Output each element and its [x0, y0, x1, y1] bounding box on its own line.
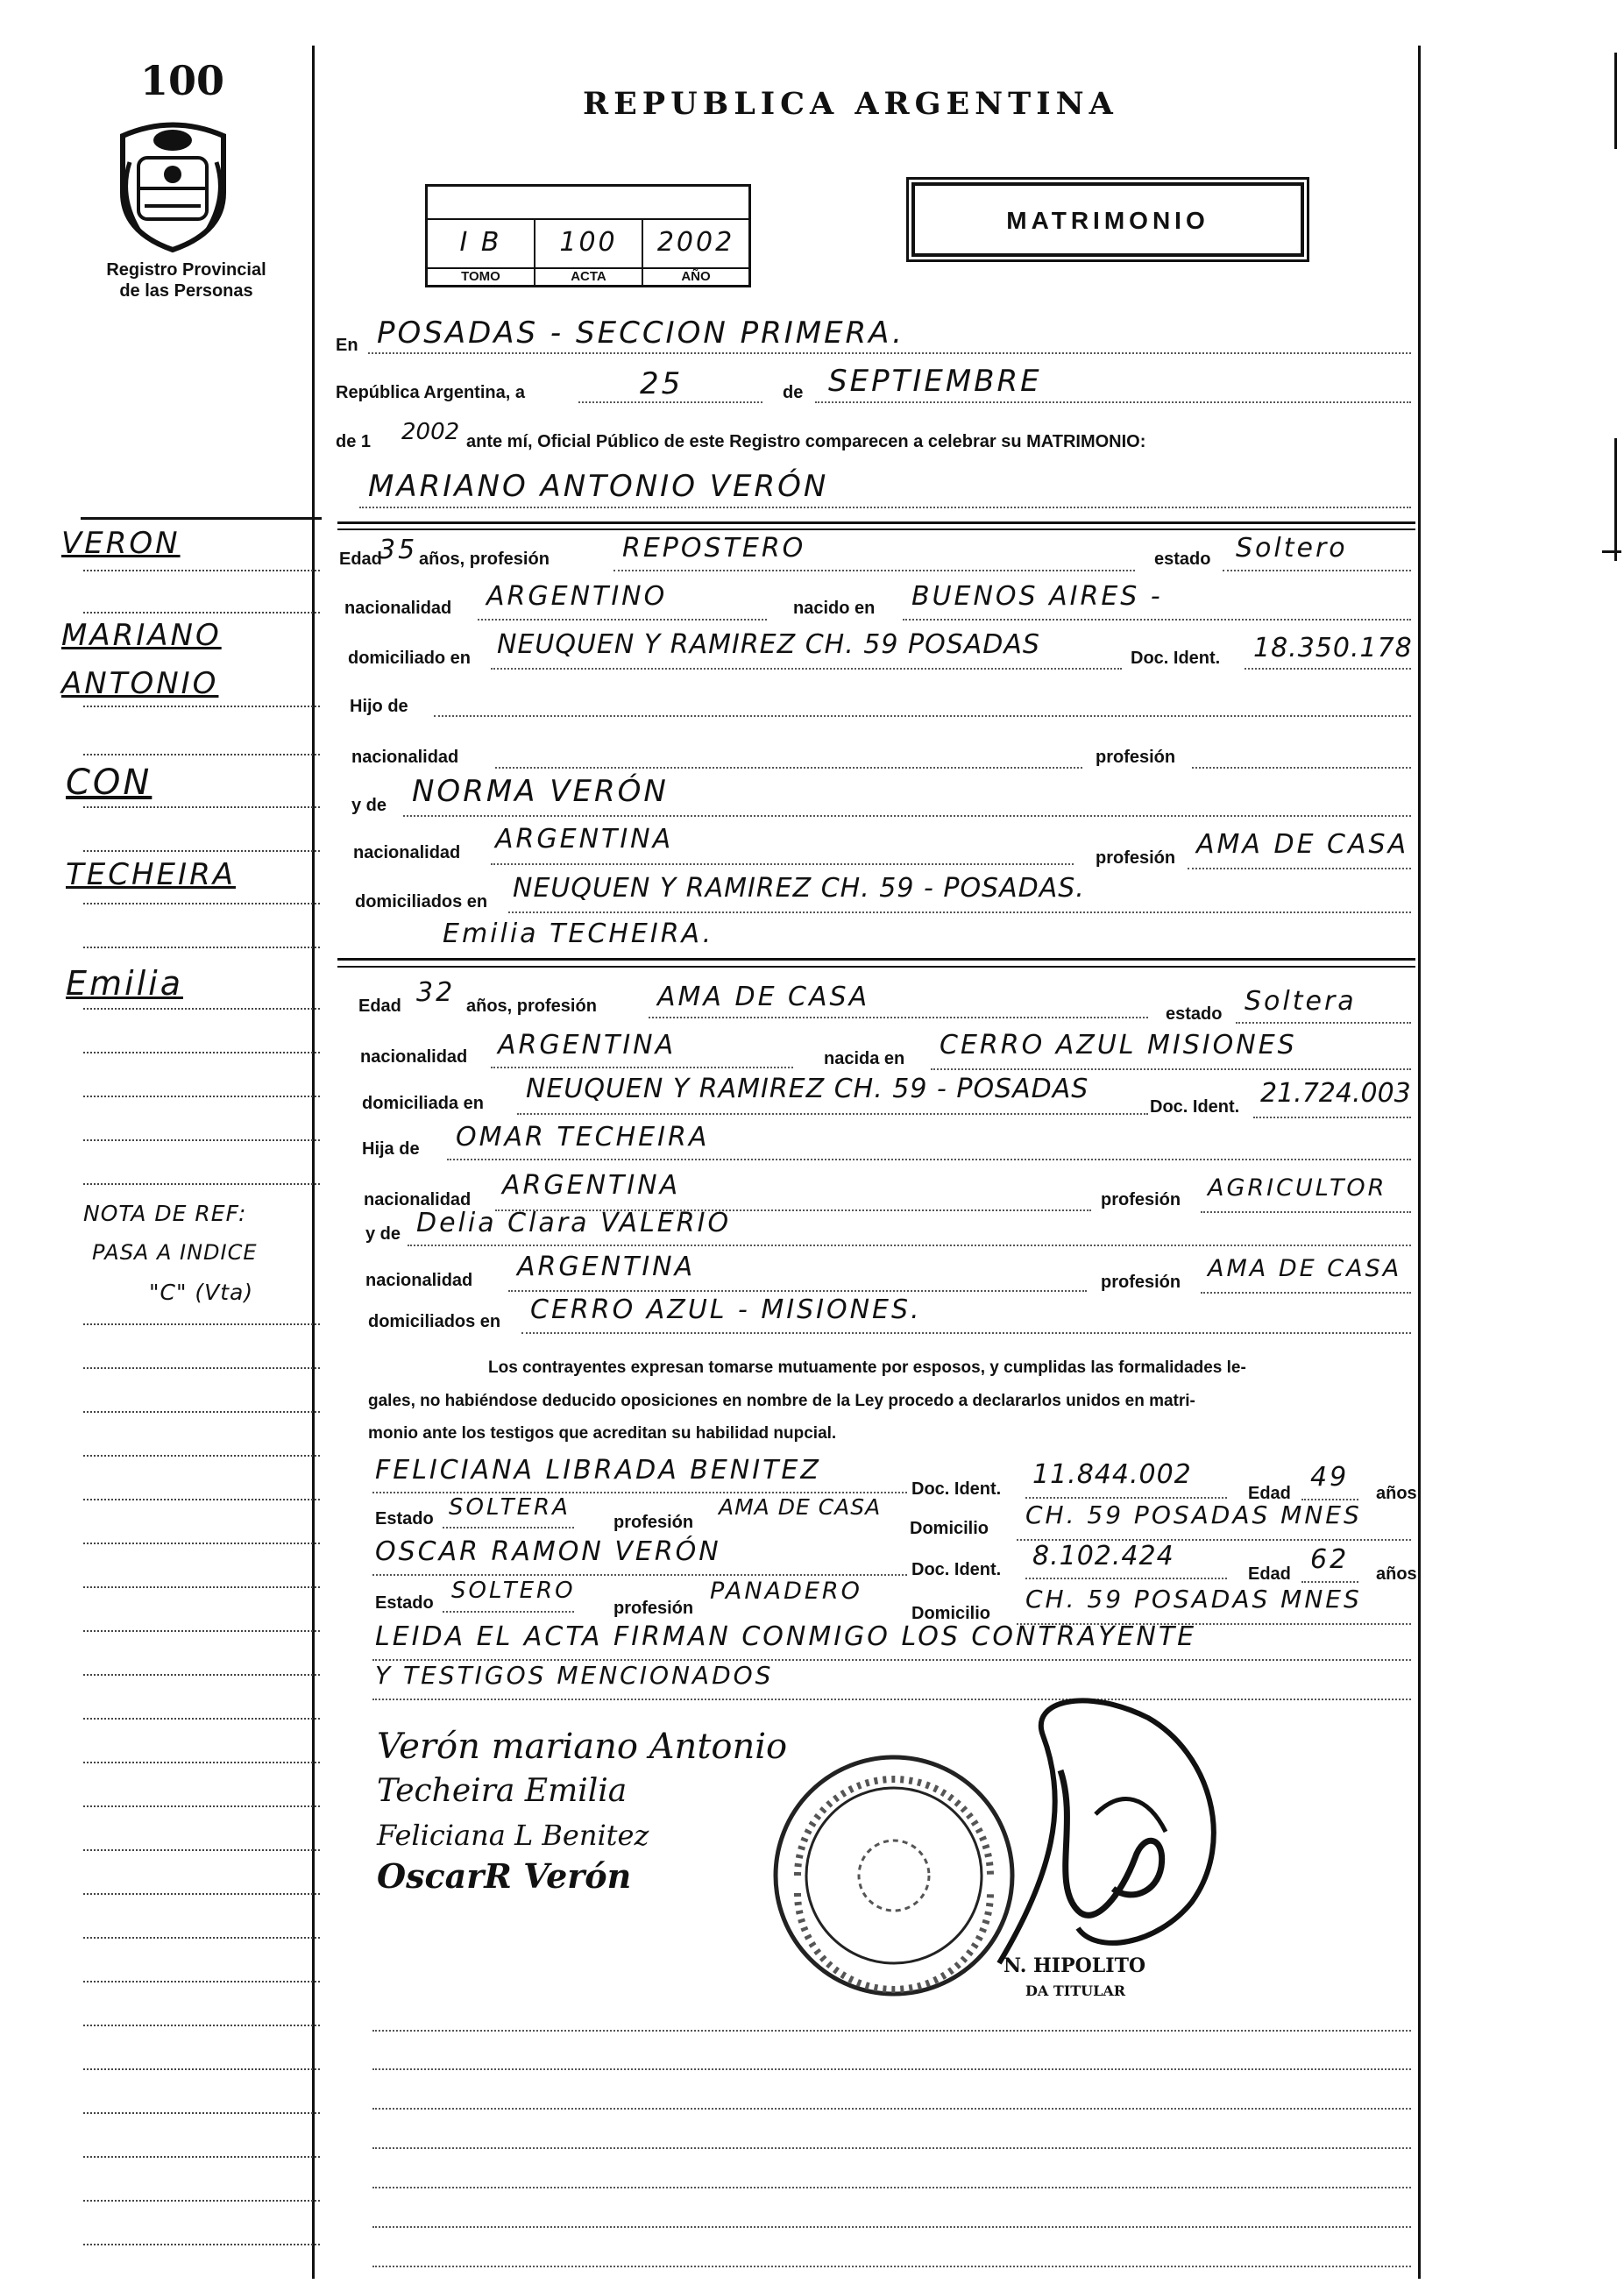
groom-mother-prof: AMA DE CASA — [1196, 829, 1409, 860]
margin-line — [83, 806, 320, 808]
scan-edge-mark — [1614, 438, 1617, 561]
groom-doc: 18.350.178 — [1253, 633, 1413, 663]
witness2-edad-line — [1301, 1581, 1358, 1583]
bride-mother: Delia Clara VALERIO — [416, 1208, 732, 1238]
bride-nacida-line — [931, 1068, 1411, 1070]
margin-con: CON — [66, 762, 152, 803]
witness2-anos-label: años — [1376, 1564, 1417, 1584]
section-rule-bride-top — [337, 958, 1415, 961]
tomo-label: TOMO — [428, 267, 534, 284]
witness2-estado-line — [443, 1611, 574, 1613]
bride-anos-profesion-label: años, profesión — [466, 997, 597, 1016]
groom-profesion-line — [613, 570, 1135, 571]
bride-parents-dom-label: domiciliados en — [368, 1312, 501, 1331]
blank-line — [372, 2187, 1411, 2188]
blank-line — [372, 2030, 1411, 2032]
witness2-edad: 62 — [1310, 1544, 1350, 1575]
margin-line — [83, 850, 320, 852]
place-line — [368, 352, 1411, 354]
margin-line — [83, 754, 320, 755]
witness2-estado-label: Estado — [375, 1593, 434, 1613]
declaration-line-2: gales, no habiéndose deducido oposiciones en nombre de la Ley procedo a declararlos unidos en matri- — [368, 1392, 1195, 1410]
bride-father-nac-label: nacionalidad — [364, 1190, 472, 1209]
month-line — [815, 401, 1411, 403]
margin-name-1b: ANTONIO — [61, 666, 219, 701]
bride-father-line — [447, 1159, 1411, 1160]
signature-groom: Verón mariano Antonio — [377, 1727, 788, 1767]
bride-father-prof-label: profesión — [1101, 1190, 1181, 1209]
closing-line-2: Y TESTIGOS MENCIONADOS — [375, 1661, 774, 1690]
groom-nacido-line — [903, 619, 1411, 621]
witness1-name-line — [372, 1492, 907, 1493]
bride-domicilio-line — [517, 1113, 1148, 1115]
margin-line — [83, 612, 320, 614]
act-year: 2002 — [401, 419, 460, 445]
groom-hijo-label: Hijo de — [350, 697, 408, 716]
groom-mother-nac-line — [491, 863, 1074, 865]
margin-line — [83, 2200, 320, 2202]
margin-line — [83, 1367, 320, 1369]
margin-note-3: "C" (Vta) — [149, 1280, 254, 1305]
witness2-doc-label: Doc. Ident. — [911, 1560, 1002, 1579]
groom-mother-nac-label: nacionalidad — [353, 843, 461, 862]
right-margin-rule — [1418, 46, 1421, 2279]
margin-line — [83, 1139, 320, 1141]
act-day: 25 — [640, 366, 684, 401]
side-rule-top — [81, 517, 322, 520]
bride-mother-prof-label: profesión — [1101, 1273, 1181, 1292]
margin-surname-1: VERON — [61, 526, 181, 561]
ante-text: ante mí, Oficial Público de este Registro comparecen a celebrar su MATRIMONIO: — [466, 432, 1146, 451]
bride-edad: 32 — [416, 977, 456, 1008]
witness2-estado: SOLTERO — [451, 1578, 576, 1604]
bride-mother-prof: AMA DE CASA — [1208, 1255, 1402, 1282]
witness2-profesion-label: profesión — [613, 1599, 694, 1618]
closing-line-2-rule — [372, 1699, 1411, 1700]
acta-label: ACTA — [535, 267, 642, 284]
signature-witness-2: OscarR Verón — [377, 1856, 632, 1896]
acta-cell — [535, 218, 643, 287]
office-line-2: de las Personas — [119, 281, 253, 301]
margin-line — [83, 570, 320, 571]
margin-surname-2: TECHEIRA — [66, 857, 236, 892]
margin-name-1a: MARIANO — [61, 618, 222, 653]
margin-line — [83, 1937, 320, 1939]
blank-line — [372, 2108, 1411, 2110]
groom-name: MARIANO ANTONIO VERÓN — [368, 469, 829, 504]
witness1-edad-label: Edad — [1248, 1484, 1291, 1503]
groom-edad-label: Edad — [339, 550, 382, 569]
margin-line — [83, 1630, 320, 1632]
margin-line — [83, 1981, 320, 1982]
page-number: 100 — [140, 57, 225, 104]
bride-father-prof: AGRICULTOR — [1208, 1174, 1387, 1202]
witness1-name: FELICIANA LIBRADA BENITEZ — [375, 1455, 821, 1486]
margin-note-1: NOTA DE REF: — [83, 1201, 247, 1226]
margin-line — [83, 1052, 320, 1053]
ano-label: AÑO — [643, 267, 748, 284]
groom-mother-line — [403, 815, 1411, 817]
witness1-estado-label: Estado — [375, 1509, 434, 1529]
bride-doc: 21.724.003 — [1260, 1078, 1411, 1109]
blank-line — [372, 2266, 1411, 2267]
witness2-doc-line — [1025, 1578, 1227, 1579]
ano-value: 2002 — [656, 227, 735, 258]
coat-of-arms-emblem — [114, 110, 232, 254]
seal-stamp-subtext: DA TITULAR — [1025, 1982, 1126, 1999]
groom-parents-dom: NEUQUEN Y RAMIREZ CH. 59 - POSADAS. — [513, 873, 1085, 904]
bride-nac-line — [491, 1067, 793, 1068]
margin-line — [83, 1008, 320, 1010]
groom-father-nac-label: nacionalidad — [351, 748, 459, 767]
groom-mother-prof-line — [1188, 868, 1411, 869]
bride-nacida-label: nacida en — [824, 1049, 905, 1068]
groom-name-line — [359, 507, 1411, 508]
tomo-value: I B — [459, 227, 502, 258]
office-line-1: Registro Provincial — [106, 260, 266, 280]
scan-edge-mark — [1614, 53, 1617, 149]
witness1-anos-label: años — [1376, 1484, 1417, 1503]
witness2-domicilio: CH. 59 POSADAS MNES — [1025, 1585, 1362, 1614]
witness2-edad-label: Edad — [1248, 1564, 1291, 1584]
bride-father-nac: ARGENTINA — [502, 1170, 681, 1201]
margin-line — [83, 1762, 320, 1763]
bride-estado: Soltera — [1245, 986, 1357, 1017]
bride-profesion: AMA DE CASA — [657, 982, 870, 1012]
declaration-line-3: monio ante los testigos que acreditan su habilidad nupcial. — [368, 1424, 837, 1443]
bride-edad-label: Edad — [358, 997, 401, 1016]
margin-line — [83, 2068, 320, 2070]
groom-domicilio: NEUQUEN Y RAMIREZ CH. 59 POSADAS — [497, 629, 1040, 660]
groom-parents-dom-line — [508, 911, 1411, 913]
blank-line — [372, 2226, 1411, 2228]
act-type-box — [911, 182, 1304, 257]
bride-father: OMAR TECHEIRA — [456, 1122, 710, 1153]
bride-yde-label: y de — [365, 1224, 401, 1244]
groom-nacido-label: nacido en — [793, 599, 876, 618]
margin-line — [83, 2156, 320, 2158]
section-rule-groom-top-2 — [337, 528, 1415, 530]
groom-parents-dom-label: domiciliados en — [355, 892, 488, 911]
margin-line — [83, 1805, 320, 1807]
margin-line — [83, 1455, 320, 1457]
bride-domiciliada-label: domiciliada en — [362, 1094, 484, 1113]
bride-domicilio: NEUQUEN Y RAMIREZ CH. 59 - POSADAS — [526, 1074, 1089, 1104]
witness1-estado-line — [443, 1527, 574, 1529]
bride-mother-nac: ARGENTINA — [517, 1252, 696, 1282]
ano-cell — [643, 218, 748, 287]
witness1-estado: SOLTERA — [449, 1494, 571, 1521]
bride-parents-dom: CERRO AZUL - MISIONES. — [530, 1294, 922, 1325]
groom-nac-line — [478, 619, 767, 621]
groom-domiciliado-label: domiciliado en — [348, 649, 472, 668]
bride-nacida-en: CERRO AZUL MISIONES — [940, 1030, 1297, 1060]
blank-line — [372, 2147, 1411, 2149]
margin-line — [83, 1718, 320, 1720]
year-prefix: de 1 — [336, 432, 372, 451]
witness1-domicilio: CH. 59 POSADAS MNES — [1025, 1500, 1362, 1529]
bride-name-header: Emilia TECHEIRA. — [443, 919, 714, 949]
bride-mother-nac-line — [508, 1290, 1087, 1292]
page-title: REPUBLICA ARGENTINA — [583, 86, 1118, 122]
witness2-domicilio-label: Domicilio — [911, 1604, 991, 1623]
margin-line — [83, 903, 320, 904]
bride-estado-line — [1236, 1022, 1411, 1024]
groom-nacido-en: BUENOS AIRES - — [911, 581, 1163, 612]
witness1-doc-label: Doc. Ident. — [911, 1479, 1002, 1499]
margin-line — [83, 1586, 320, 1588]
groom-father-prof-line — [1192, 767, 1411, 769]
bride-parents-dom-line — [521, 1332, 1411, 1334]
signature-witness-1: Feliciana L Benitez — [377, 1819, 649, 1852]
margin-line — [83, 1674, 320, 1676]
margin-line — [83, 1323, 320, 1325]
groom-edad: 35 — [379, 535, 418, 565]
groom-mother-prof-label: profesión — [1096, 848, 1176, 868]
day-line — [578, 401, 762, 403]
groom-mother-nac: ARGENTINA — [495, 824, 674, 855]
witness1-profesion-label: profesión — [613, 1513, 694, 1532]
bride-mother-prof-line — [1201, 1292, 1411, 1294]
bride-mother-nac-label: nacionalidad — [365, 1271, 473, 1290]
margin-line — [83, 706, 320, 707]
witness1-domicilio-label: Domicilio — [910, 1519, 989, 1538]
registry-reference-box — [425, 184, 751, 287]
closing-line-1: LEIDA EL ACTA FIRMAN CONMIGO LOS CONTRAYENTE — [375, 1621, 1197, 1652]
margin-line — [83, 1096, 320, 1097]
groom-doc-line — [1245, 668, 1411, 670]
witness1-doc-line — [1025, 1497, 1227, 1499]
bride-hija-label: Hija de — [362, 1139, 420, 1159]
bride-nacionalidad: ARGENTINA — [498, 1030, 677, 1060]
groom-nacionalidad-label: nacionalidad — [344, 599, 452, 618]
margin-line — [83, 2244, 320, 2245]
groom-father-nac-line — [495, 767, 1082, 769]
witness2-profesion: PANADERO — [710, 1578, 862, 1605]
margin-line — [83, 1411, 320, 1413]
bride-doc-label: Doc. Ident. — [1150, 1097, 1240, 1117]
acta-value: 100 — [559, 227, 618, 258]
en-label: En — [336, 336, 358, 355]
section-rule-groom-top — [337, 521, 1415, 524]
declaration-line-1: Los contrayentes expresan tomarse mutuamente por esposos, y cumplidas las formalidades le- — [488, 1358, 1246, 1377]
seal-stamp-text: N. HIPOLITO — [1003, 1954, 1146, 1977]
act-place: POSADAS - SECCION PRIMERA. — [377, 316, 904, 351]
bride-doc-line — [1253, 1117, 1411, 1118]
margin-note-2: PASA A INDICE — [92, 1240, 258, 1265]
groom-profesion: REPOSTERO — [622, 533, 806, 564]
margin-line — [83, 947, 320, 948]
signature-bride: Techeira Emilia — [377, 1773, 628, 1809]
section-rule-bride-top-2 — [337, 966, 1415, 968]
groom-estado-label: estado — [1154, 550, 1211, 569]
margin-line — [83, 1183, 320, 1185]
witness2-doc: 8.102.424 — [1032, 1541, 1174, 1571]
witness1-doc: 11.844.002 — [1032, 1459, 1192, 1490]
groom-nacionalidad: ARGENTINO — [486, 581, 668, 612]
margin-line — [83, 1893, 320, 1895]
bride-mother-line — [408, 1245, 1411, 1246]
republica-label: República Argentina, a — [336, 383, 525, 402]
groom-mother: NORMA VERÓN — [412, 774, 669, 809]
groom-father-line — [434, 715, 1411, 717]
margin-line — [83, 1543, 320, 1544]
witness2-name: OSCAR RAMON VERÓN — [375, 1536, 721, 1567]
margin-line — [83, 2025, 320, 2026]
tomo-cell — [428, 218, 535, 287]
groom-yde-label: y de — [351, 796, 387, 815]
groom-doc-label: Doc. Ident. — [1131, 649, 1221, 668]
scan-edge-tick — [1602, 550, 1621, 553]
groom-domicilio-line — [491, 668, 1122, 670]
bride-profesion-line — [649, 1017, 1148, 1018]
groom-anos-profesion-label: años, profesión — [419, 550, 550, 569]
official-signature — [947, 1683, 1236, 1972]
bride-nacionalidad-label: nacionalidad — [360, 1047, 468, 1067]
left-margin-rule — [312, 46, 315, 2279]
groom-estado-line — [1223, 570, 1411, 571]
bride-father-prof-line — [1201, 1211, 1411, 1213]
office-name — [79, 259, 294, 301]
margin-line — [83, 2112, 320, 2114]
bride-estado-label: estado — [1166, 1004, 1223, 1024]
witness1-profesion: AMA DE CASA — [719, 1494, 882, 1520]
blank-line — [372, 2068, 1411, 2070]
margin-line — [83, 1849, 320, 1851]
act-type-label: MATRIMONIO — [1006, 207, 1209, 234]
margin-line — [83, 1499, 320, 1500]
witness2-name-line — [372, 1574, 907, 1576]
witness1-edad: 49 — [1310, 1462, 1350, 1493]
groom-estado: Soltero — [1236, 533, 1348, 564]
margin-name-2: Emilia — [66, 964, 183, 1003]
act-month: SEPTIEMBRE — [828, 364, 1042, 399]
groom-father-prof-label: profesión — [1096, 748, 1176, 767]
de-label: de — [783, 383, 804, 402]
